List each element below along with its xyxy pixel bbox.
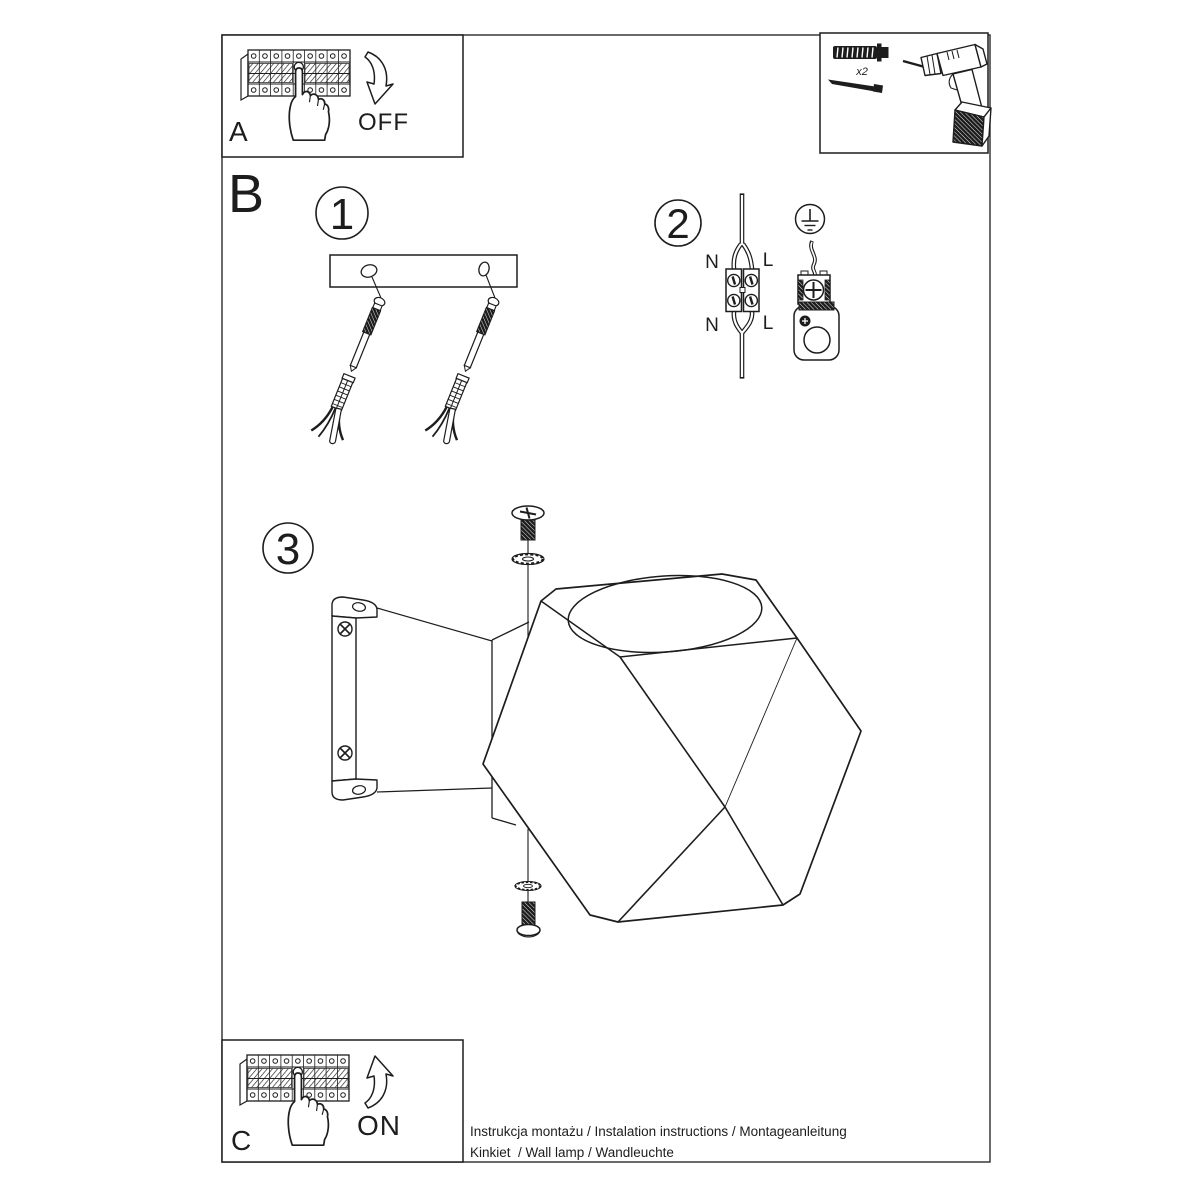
quantity-label: x2: [856, 66, 868, 78]
tools-panel: [820, 33, 991, 153]
lock-washer-top: [512, 554, 544, 565]
bracket-screw-bottom: [338, 746, 352, 760]
footer-line-1: Instrukcja montażu / Instalation instructions / Montageanleitung: [470, 1124, 847, 1139]
section-b-label: B: [228, 164, 265, 224]
step-3: [263, 506, 861, 937]
fixing-screw-top: [512, 506, 544, 540]
wire-label-line-bottom: L: [762, 313, 774, 334]
wire-label-neutral-bottom: N: [705, 315, 719, 336]
wall-bracket: [332, 597, 377, 800]
ground-symbol-icon: [796, 205, 825, 234]
ground-wire: [811, 241, 815, 277]
power-off-panel: [222, 35, 463, 157]
panel-a-label: A: [229, 116, 248, 147]
ground-terminal: [798, 271, 830, 304]
step-1: [310, 187, 517, 447]
step-2-number: 2: [666, 200, 690, 247]
footer: [470, 1124, 847, 1160]
lamp-mounting-plate: [794, 302, 839, 360]
off-label: OFF: [358, 109, 409, 136]
terminal-block: [726, 269, 759, 312]
lock-washer-bottom: [515, 881, 541, 890]
step-2: [655, 194, 839, 378]
wall-plug-icon: [833, 44, 889, 62]
bracket-screw-top: [338, 622, 352, 636]
step-3-number: 3: [275, 525, 301, 574]
wire-label-line-top: L: [762, 250, 774, 271]
fixing-screw-bottom: [517, 890, 540, 937]
lamp-body: [483, 569, 861, 922]
panel-c-label: C: [231, 1125, 252, 1156]
screw-anchor-assembly-right: [424, 292, 512, 447]
step-1-number: 1: [329, 190, 355, 239]
power-on-panel: [222, 1040, 463, 1162]
screw-anchor-assembly-left: [310, 292, 398, 447]
footer-line-2: Kinkiet / Wall lamp / Wandleuchte: [470, 1145, 674, 1160]
wire-label-neutral-top: N: [705, 252, 719, 273]
on-label: ON: [357, 1110, 401, 1141]
